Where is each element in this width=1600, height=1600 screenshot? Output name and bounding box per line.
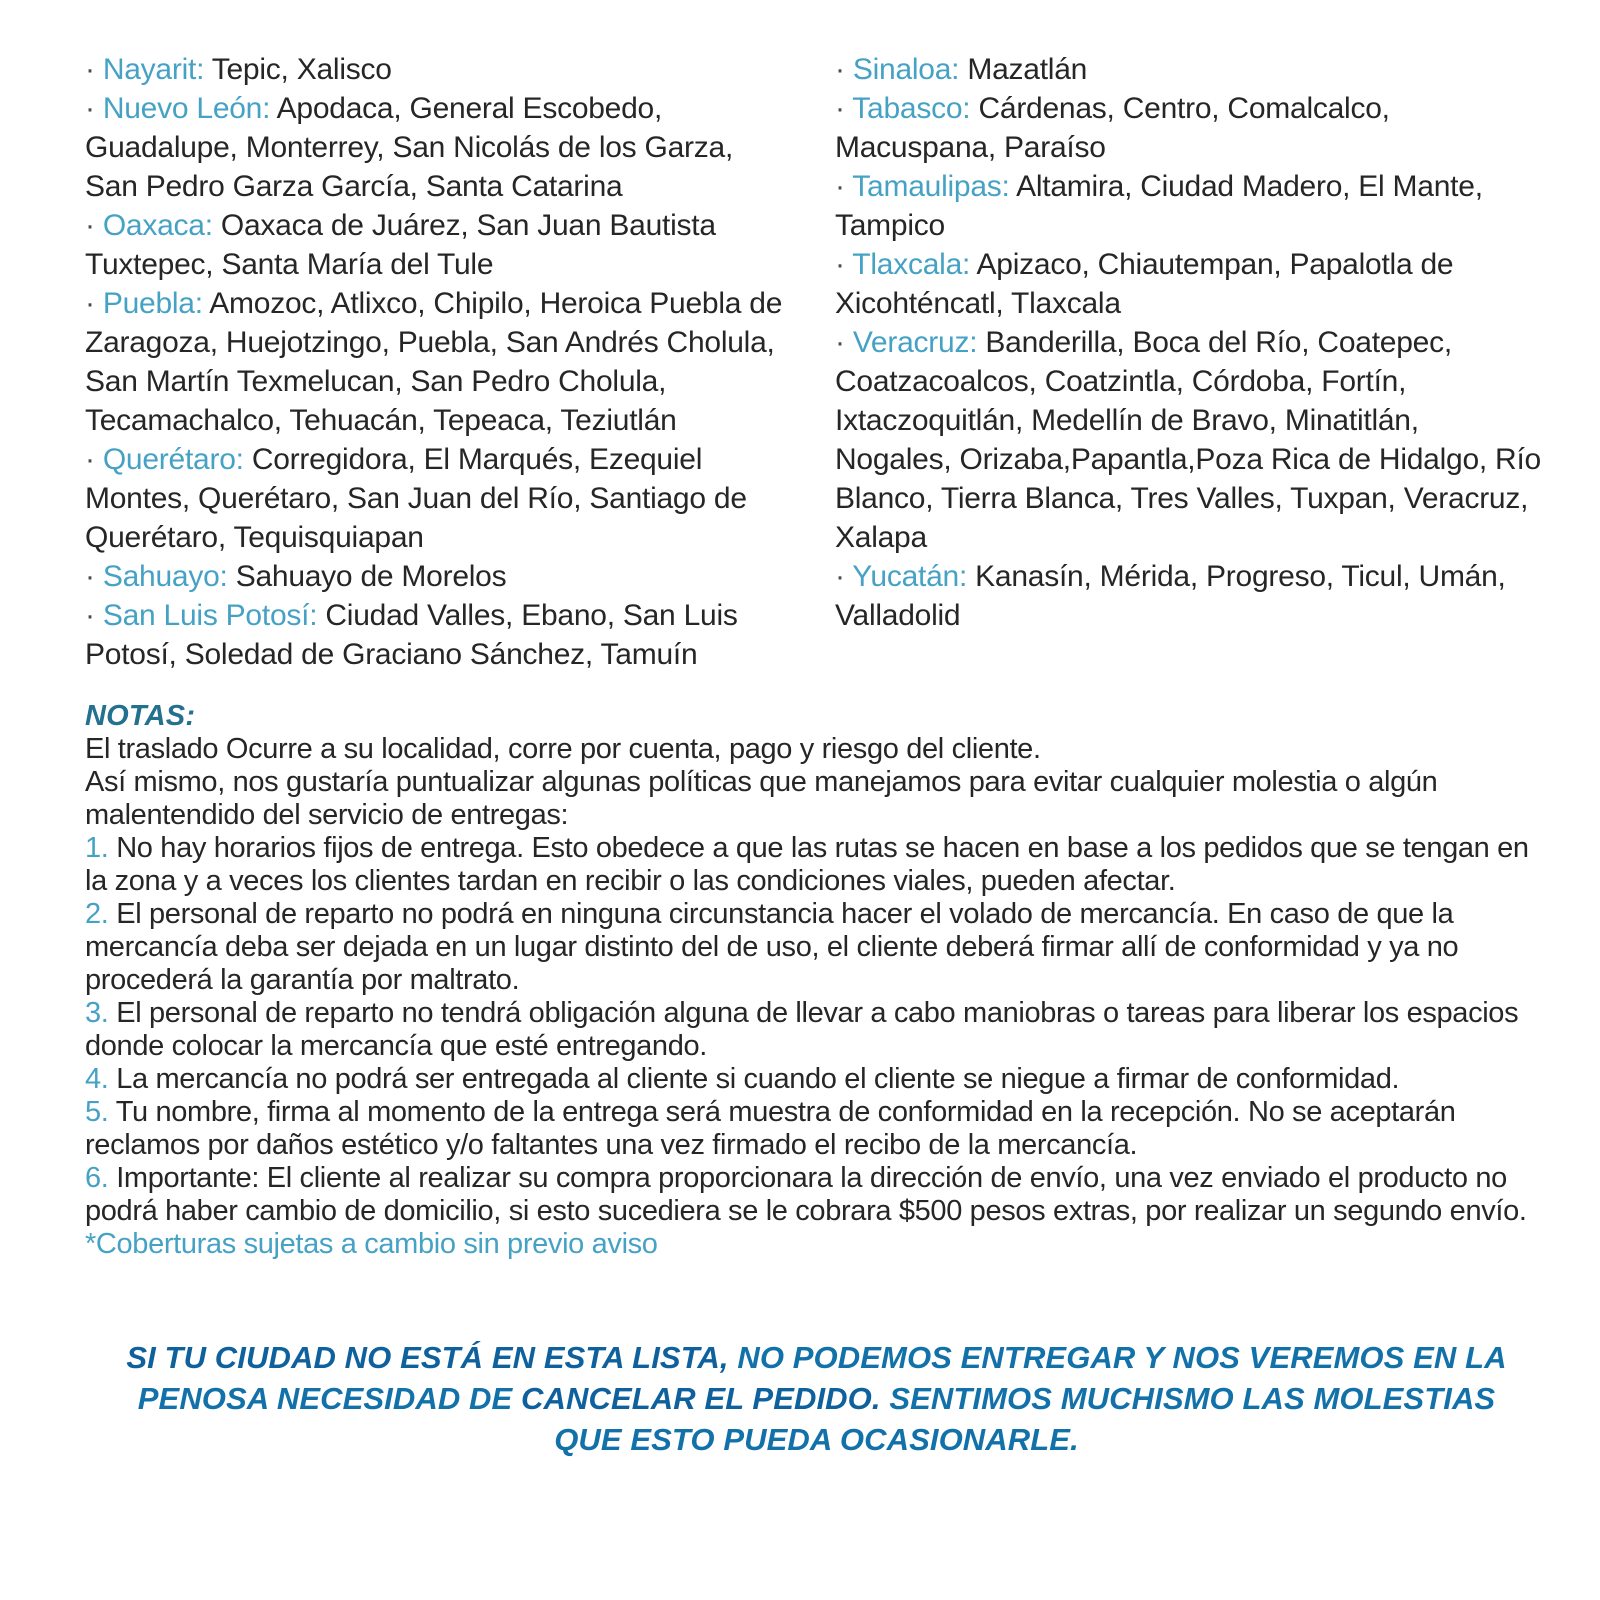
nota-number: 1.: [85, 832, 109, 864]
city-list: Cárdenas, Centro, Comalcalco, Macuspana, Paraíso: [835, 92, 1390, 164]
nota-item: [85, 832, 1547, 898]
city-list: Apodaca, General Escobedo, Guadalupe, Monterrey, San Nicolás de los Garza, San Pedro Garza García, Santa Catarina: [85, 92, 734, 203]
coverage-disclaimer: *Coberturas sujetas a cambio sin previo aviso: [85, 1228, 658, 1260]
coverage-entry: [835, 245, 1543, 323]
coverage-entry: [85, 440, 793, 557]
coverage-entry: [85, 284, 793, 440]
nota-text: El personal de reparto no podrá en ninguna circunstancia hacer el volado de mercancía. En caso de que la mercancía deba ser dejada en un lugar distinto del de uso, el cliente deberá firmar allí de conformidad y ya no procederá la garantía por maltrato.: [85, 898, 1459, 996]
notas-section: [85, 700, 1547, 1261]
city-list: Mazatlán: [967, 53, 1088, 86]
nota-text: La mercancía no podrá ser entregada al cliente si cuando el cliente se niegue a firmar de conformidad.: [116, 1063, 1400, 1095]
city-list: Corregidora, El Marqués, Ezequiel Montes, Querétaro, San Juan del Río, Santiago de Querétaro, Tequisquiapan: [85, 443, 747, 554]
notas-intro-1: El traslado Ocurre a su localidad, corre por cuenta, pago y riesgo del cliente.: [85, 733, 1041, 765]
footer-warning: [102, 1337, 1532, 1460]
state-name: Sinaloa :: [853, 53, 968, 86]
state-name: Tamaulipas :: [852, 170, 1016, 203]
nota-item: [85, 997, 1547, 1063]
nota-item: [85, 1063, 1547, 1096]
city-list: Apizaco, Chiautempan, Papalotla de Xicohténcatl, Tlaxcala: [835, 248, 1454, 320]
city-list: Oaxaca de Juárez, San Juan Bautista Tuxtepec, Santa María del Tule: [85, 209, 716, 281]
coverage-entry: [835, 50, 1543, 89]
state-name: Tabasco :: [852, 92, 978, 125]
footer-normal-2: SENTIMOS MUCHISMO LAS MOLESTIAS QUE ESTO PUEDA OCASIONARLE.: [554, 1381, 1496, 1457]
state-name: Yucatán :: [852, 560, 975, 593]
city-list: Sahuayo de Morelos: [235, 560, 507, 593]
coverage-entry: [85, 596, 793, 674]
state-name: San Luis Potosí :: [103, 599, 326, 632]
nota-item: [85, 898, 1547, 997]
nota-number: 3.: [85, 997, 109, 1029]
footer-strong-2: CANCELAR EL PEDIDO.: [521, 1381, 881, 1416]
nota-number: 2.: [85, 898, 109, 930]
state-name: Sahuayo :: [103, 560, 236, 593]
nota-text: No hay horarios fijos de entrega. Esto obedece a que las rutas se hacen en base a los pedidos que se tengan en la zona y a veces los clientes tardan en recibir o las condiciones viales, pueden afectar.: [85, 832, 1529, 897]
coverage-section: [85, 50, 1548, 674]
nota-number: 5.: [85, 1096, 109, 1128]
city-list: Tepic, Xalisco: [211, 53, 392, 86]
coverage-entry: [835, 167, 1543, 245]
state-name: Oaxaca :: [103, 209, 221, 242]
coverage-column-right: [835, 50, 1543, 635]
city-list: Ciudad Valles, Ebano, San Luis Potosí, Soledad de Graciano Sánchez, Tamuín: [85, 599, 738, 671]
footer-strong-1: SI TU CIUDAD NO ESTÁ EN ESTA LISTA,: [126, 1340, 729, 1375]
notas-intro-2: Así mismo, nos gustaría puntualizar algunas políticas que manejamos para evitar cualquier molestia o algún malentendido del servicio de entregas:: [85, 766, 1438, 831]
footer-normal-1: NO PODEMOS ENTREGAR Y NOS VEREMOS EN LA PENOSA NECESIDAD DE: [137, 1340, 1507, 1416]
notas-title: NOTAS:: [85, 700, 196, 732]
city-list: Banderilla, Boca del Río, Coatepec, Coatzacoalcos, Coatzintla, Córdoba, Fortín, Ixtaczoquitlán, Medellín de Bravo, Minatitlán, Nogales, Orizaba,Papantla,Poza Rica de Hidalgo, Río Blanco, Tierra Blanca, Tres Valles, Tuxpan, Veracruz, Xalapa: [835, 326, 1541, 554]
state-name: Puebla :: [103, 287, 209, 320]
city-list: Amozoc, Atlixco, Chipilo, Heroica Puebla de Zaragoza, Huejotzingo, Puebla, San Andrés Cholula, San Martín Texmelucan, San Pedro Cholula, Tecamachalco, Tehuacán, Tepeaca, Teziutlán: [85, 287, 783, 437]
city-list: Kanasín, Mérida, Progreso, Ticul, Umán, Valladolid: [835, 560, 1506, 632]
nota-text: El personal de reparto no tendrá obligación alguna de llevar a cabo maniobras o tareas para liberar los espacios donde colocar la mercancía que esté entregando.: [85, 997, 1519, 1062]
coverage-entry: [85, 206, 793, 284]
state-name: Veracruz :: [853, 326, 986, 359]
city-list: Altamira, Ciudad Madero, El Mante, Tampico: [835, 170, 1483, 242]
coverage-entry: [85, 50, 793, 89]
coverage-column-left: [85, 50, 793, 674]
state-name: Querétaro :: [103, 443, 252, 476]
nota-text: Importante: El cliente al realizar su compra proporcionara la dirección de envío, una vez enviado el producto no podrá haber cambio de domicilio, si esto sucediera se le cobrara $500 pesos extras, por realizar un segundo envío.: [85, 1162, 1527, 1227]
nota-text: Tu nombre, firma al momento de la entrega será muestra de conformidad en la recepción. No se aceptarán reclamos por daños estético y/o faltantes una vez firmado el recibo de la mercancía.: [85, 1096, 1456, 1161]
coverage-entry: [85, 89, 793, 206]
notas-list: [85, 832, 1547, 1228]
coverage-entry: [85, 557, 793, 596]
nota-number: 6.: [85, 1162, 109, 1194]
state-name: Nuevo León :: [103, 92, 277, 125]
nota-number: 4.: [85, 1063, 109, 1095]
state-name: Nayarit :: [103, 53, 212, 86]
nota-item: [85, 1096, 1547, 1162]
nota-item: [85, 1162, 1547, 1228]
coverage-entry: [835, 323, 1543, 557]
coverage-entry: [835, 557, 1543, 635]
coverage-entry: [835, 89, 1543, 167]
state-name: Tlaxcala :: [852, 248, 976, 281]
